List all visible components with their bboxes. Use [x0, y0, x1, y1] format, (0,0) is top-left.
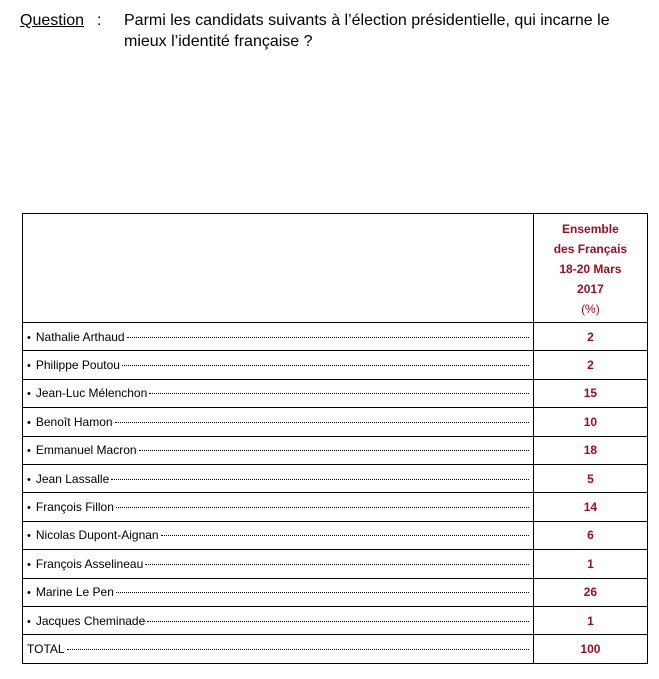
table-body — [23, 323, 648, 635]
bullet-icon: • — [27, 473, 31, 486]
results-table — [22, 213, 648, 664]
candidate-name: Nicolas Dupont-Aignan — [35, 528, 159, 543]
leader-dots — [116, 592, 529, 593]
header-value-cell — [533, 214, 647, 323]
candidate-name-cell — [23, 436, 534, 464]
candidate-value-cell — [533, 323, 647, 351]
candidate-percentage: 1 — [587, 613, 594, 628]
total-value-cell — [533, 635, 647, 663]
leader-dots — [111, 479, 529, 480]
column-header-line1: Ensemble — [562, 222, 619, 236]
candidate-percentage: 1 — [587, 556, 594, 571]
candidate-percentage: 2 — [587, 329, 594, 344]
candidate-value-cell — [533, 606, 647, 634]
leader-dots — [122, 365, 529, 366]
candidate-percentage: 6 — [587, 528, 594, 543]
candidate-percentage: 5 — [587, 471, 594, 486]
leader-dots — [139, 450, 529, 451]
table-row — [23, 351, 648, 379]
candidate-name: Jean-Luc Mélenchon — [35, 386, 148, 401]
question-separator: : — [97, 12, 102, 29]
total-name-cell — [23, 635, 534, 663]
total-label: TOTAL — [27, 641, 65, 656]
candidate-name-cell — [23, 578, 534, 606]
candidate-name: Philippe Poutou — [35, 358, 120, 373]
candidate-name-cell — [23, 408, 534, 436]
bullet-icon: • — [27, 331, 31, 344]
candidate-name-cell — [23, 351, 534, 379]
candidate-name: François Asselineau — [35, 556, 144, 571]
candidate-value-cell — [533, 464, 647, 492]
leader-dots — [149, 393, 529, 394]
bullet-icon: • — [27, 416, 31, 429]
table-row — [23, 521, 648, 549]
candidate-name: François Fillon — [35, 500, 114, 515]
candidate-percentage: 2 — [587, 358, 594, 373]
table-row — [23, 408, 648, 436]
candidate-name: Nathalie Arthaud — [35, 329, 125, 344]
bullet-icon: • — [27, 388, 31, 401]
candidate-percentage: 18 — [583, 443, 598, 458]
table-row — [23, 464, 648, 492]
candidate-value-cell — [533, 351, 647, 379]
column-header-line3: 18-20 Mars — [559, 262, 622, 276]
candidate-percentage: 26 — [583, 585, 598, 600]
table-header-row — [23, 214, 648, 323]
candidate-value-cell — [533, 493, 647, 521]
table-row — [23, 436, 648, 464]
bullet-icon: • — [27, 360, 31, 373]
table-row — [23, 606, 648, 634]
header-empty-cell — [23, 214, 534, 323]
total-value: 100 — [580, 641, 601, 656]
column-header-line2: des Français — [553, 242, 628, 256]
table-row — [23, 578, 648, 606]
column-header-line4: 2017 — [577, 282, 604, 296]
table-row — [23, 379, 648, 407]
leader-dots — [127, 337, 529, 338]
candidate-name: Benoît Hamon — [35, 414, 113, 429]
candidate-name-cell — [23, 464, 534, 492]
table-row — [23, 493, 648, 521]
table-row — [23, 550, 648, 578]
table-row — [23, 323, 648, 351]
total-row — [23, 635, 648, 663]
candidate-value-cell — [533, 578, 647, 606]
bullet-icon: • — [27, 587, 31, 600]
bullet-icon: • — [27, 558, 31, 571]
candidate-name-cell — [23, 521, 534, 549]
candidate-name: Jean Lassalle — [35, 471, 110, 486]
candidate-name: Marine Le Pen — [35, 585, 114, 600]
candidate-name-cell — [23, 323, 534, 351]
column-header — [534, 214, 647, 319]
candidate-value-cell — [533, 379, 647, 407]
leader-dots — [116, 507, 529, 508]
candidate-value-cell — [533, 550, 647, 578]
candidate-value-cell — [533, 408, 647, 436]
candidate-name-cell — [23, 379, 534, 407]
question-label: Question — [20, 12, 85, 29]
candidate-name: Emmanuel Macron — [35, 443, 137, 458]
bullet-icon: • — [27, 615, 31, 628]
candidate-name-cell — [23, 493, 534, 521]
candidate-percentage: 14 — [583, 500, 598, 515]
candidate-percentage: 10 — [583, 414, 598, 429]
leader-dots — [161, 535, 529, 536]
candidate-value-cell — [533, 521, 647, 549]
bullet-icon: • — [27, 502, 31, 515]
leader-dots — [147, 621, 529, 622]
question-text: Parmi les candidats suivants à l’élection présidentielle, qui incarne le mieux l’identité française ? — [124, 12, 610, 50]
bullet-icon: • — [27, 530, 31, 543]
candidate-percentage: 15 — [583, 386, 598, 401]
leader-dots — [145, 564, 529, 565]
candidate-value-cell — [533, 436, 647, 464]
leader-dots — [67, 649, 529, 650]
candidate-name: Jacques Cheminade — [35, 613, 146, 628]
candidate-name-cell — [23, 550, 534, 578]
leader-dots — [115, 422, 529, 423]
candidate-name-cell — [23, 606, 534, 634]
column-header-unit: (%) — [581, 302, 600, 316]
bullet-icon: • — [27, 445, 31, 458]
